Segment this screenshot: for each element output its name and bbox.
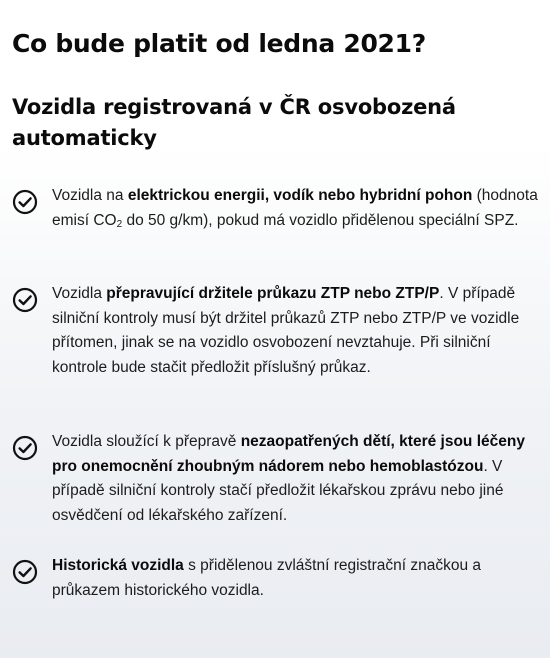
- subscript-text: 2: [116, 218, 123, 230]
- emphasis-text: přepravující držitele průkazu ZTP nebo ZTP/P: [106, 285, 440, 302]
- check-circle-icon: [12, 189, 38, 215]
- check-circle-icon: [12, 287, 38, 313]
- section-heading: Vozidla registrovaná v ČR osvobozená automaticky: [12, 95, 456, 150]
- body-text: . V případě silniční kontroly musí být držitel průkazů ZTP nebo ZTP/P ve vozidle přítomen, jinak se na vozidlo osvobození nevztahuje. Při silniční kontrole bude stačit předložit příslušný průkaz.: [52, 285, 520, 376]
- body-text: . V případě silniční kontroly stačí předložit lékařskou zprávu nebo jiné osvědčení od lékařského zařízení.: [52, 457, 504, 524]
- emphasis-text: elektrickou energii, vodík nebo hybridní pohon: [127, 187, 473, 204]
- page-title: Co bude platit od ledna 2021?: [12, 29, 426, 58]
- list-item-text: [52, 282, 544, 380]
- body-text: do 50 g/km), pokud má vozidlo přidělenou speciální SPZ.: [122, 211, 519, 229]
- check-circle-icon: [12, 435, 38, 461]
- list-item-text: [52, 184, 544, 233]
- body-text: (hodnota emisí CO: [52, 187, 538, 229]
- list-item-text: [52, 430, 544, 528]
- list-item-text: [52, 554, 544, 603]
- body-text: s přidělenou zvláštní registrační značkou a průkazem historického vozidla.: [52, 557, 482, 599]
- emphasis-text: Historická vozidla: [52, 557, 184, 574]
- body-text: Vozidla: [52, 285, 107, 302]
- emphasis-text: nezaopatřených dětí, které jsou léčeny pro onemocnění zhoubným nádorem nebo hemoblastózou: [52, 433, 525, 475]
- body-text: Vozidla sloužící k přepravě: [52, 433, 241, 450]
- check-circle-icon: [12, 559, 38, 585]
- body-text: Vozidla na: [52, 187, 128, 204]
